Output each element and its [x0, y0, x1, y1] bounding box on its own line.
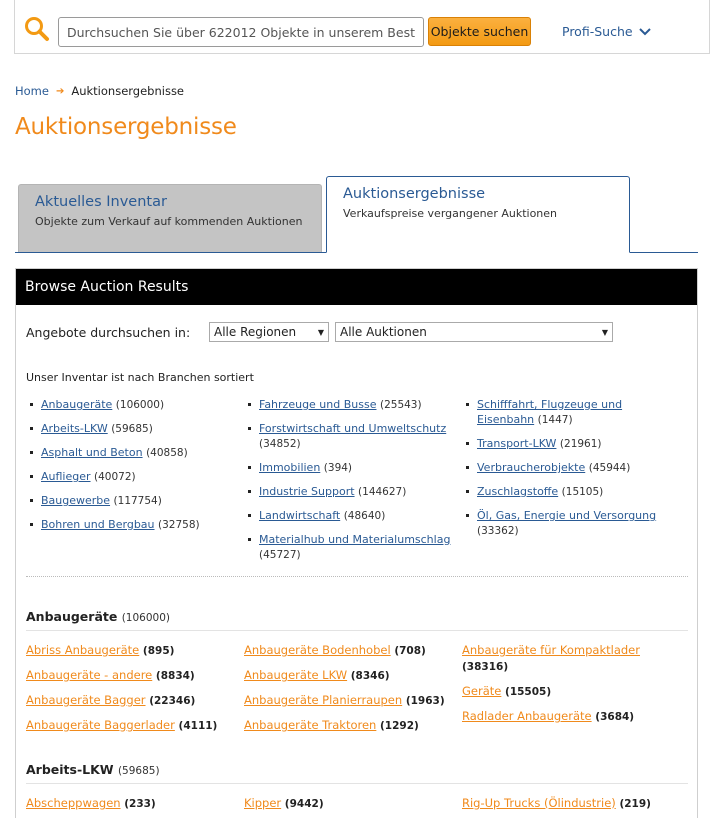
- breadcrumb-current: Auktionsergebnisse: [71, 84, 185, 98]
- category-count: (1292): [380, 720, 419, 732]
- branch-link[interactable]: Industrie Support: [259, 485, 355, 498]
- page-title: Auktionsergebnisse: [15, 114, 237, 140]
- auction-select-value: Alle Auktionen: [340, 325, 427, 339]
- category-col2: [244, 642, 459, 742]
- advanced-search-label: Profi-Suche: [562, 24, 633, 39]
- branch-link[interactable]: Landwirtschaft: [259, 509, 341, 522]
- category-count: (1963): [405, 695, 445, 707]
- branch-link[interactable]: Anbaugeräte: [41, 398, 113, 411]
- list-item: [462, 397, 682, 428]
- auction-select[interactable]: [335, 322, 613, 342]
- branch-link[interactable]: Transport-LKW: [477, 437, 557, 450]
- category-count: (708): [394, 645, 426, 657]
- category-count: (8834): [155, 670, 195, 682]
- list-item: [26, 642, 241, 659]
- search-input[interactable]: [58, 17, 424, 47]
- list-item: [244, 532, 459, 563]
- category-link[interactable]: Abriss Anbaugeräte: [26, 643, 140, 657]
- list-item: [462, 508, 682, 539]
- list-item: [462, 795, 687, 812]
- branch-count: (48640): [343, 510, 386, 522]
- branch-link[interactable]: Immobilien: [259, 461, 321, 474]
- branch-link[interactable]: Verbraucherobjekte: [477, 461, 586, 474]
- category-col2: [244, 795, 459, 818]
- branch-count: (32758): [158, 519, 200, 531]
- section-count: (106000): [121, 612, 170, 624]
- list-item: [462, 436, 682, 452]
- branch-link[interactable]: Baugewerbe: [41, 494, 111, 507]
- category-link[interactable]: Radlader Anbaugeräte: [462, 709, 592, 723]
- category-count: (8346): [350, 670, 390, 682]
- category-col1: [26, 642, 241, 742]
- branch-count: (40072): [94, 471, 136, 483]
- category-link[interactable]: Anbaugeräte Bodenhobel: [244, 643, 391, 657]
- list-item: [26, 692, 241, 709]
- category-link[interactable]: Geräte: [462, 684, 502, 698]
- section-title: [26, 609, 170, 624]
- branch-count: (45944): [588, 462, 631, 474]
- list-item: [26, 397, 236, 413]
- list-item: [244, 421, 459, 452]
- chevron-down-icon: [639, 28, 651, 36]
- list-item: [244, 717, 459, 734]
- tab-subtitle: Verkaufspreise vergangener Auktionen: [343, 207, 558, 220]
- branch-list-col2: [244, 397, 459, 571]
- category-count: (22346): [149, 695, 196, 707]
- section-title: [26, 762, 160, 777]
- tab-current-inventory[interactable]: [18, 184, 322, 252]
- category-count: (38316): [462, 661, 509, 673]
- advanced-search-toggle[interactable]: [562, 24, 651, 39]
- category-count: (219): [619, 798, 651, 810]
- list-item: [244, 642, 459, 659]
- branch-link[interactable]: Forstwirtschaft und Umweltschutz: [259, 422, 447, 435]
- breadcrumb-arrow-icon: ➔: [55, 85, 65, 97]
- breadcrumb-home-link[interactable]: Home: [15, 84, 49, 98]
- branch-link[interactable]: Schifffahrt, Flugzeuge und Eisenbahn: [477, 398, 623, 426]
- branch-count: (394): [323, 462, 353, 474]
- category-count: (3684): [595, 711, 635, 723]
- category-col3: [462, 795, 687, 818]
- category-count: (895): [142, 645, 175, 657]
- list-item: [462, 708, 677, 725]
- branch-list-col3: [462, 397, 682, 547]
- category-link[interactable]: Anbaugeräte für Kompaktlader: [462, 643, 640, 657]
- list-item: [462, 642, 677, 675]
- dropdown-arrow-icon: ▼: [317, 327, 324, 337]
- list-item: [26, 667, 241, 684]
- category-count: (233): [124, 798, 156, 810]
- list-item: [26, 493, 236, 509]
- category-link[interactable]: Anbaugeräte Planierraupen: [244, 693, 403, 707]
- category-col3: [462, 642, 677, 733]
- branch-count: (33362): [477, 525, 519, 537]
- tab-title: Auktionsergebnisse: [343, 186, 486, 202]
- branch-link[interactable]: Fahrzeuge und Busse: [259, 398, 377, 411]
- filter-row: [26, 322, 613, 342]
- branch-link[interactable]: Zuschlagstoffe: [477, 485, 559, 498]
- list-item: [26, 517, 236, 533]
- list-item: [26, 795, 241, 812]
- category-link[interactable]: Anbaugeräte - andere: [26, 668, 153, 682]
- list-item: [26, 445, 236, 461]
- branch-link[interactable]: Öl, Gas, Energie und Versorgung: [477, 509, 657, 522]
- branch-link[interactable]: Arbeits-LKW: [41, 422, 108, 435]
- section-count: (59685): [117, 765, 160, 777]
- dropdown-arrow-icon: ▼: [601, 327, 608, 337]
- list-item: [244, 795, 459, 812]
- section-title-text: Anbaugeräte: [26, 609, 118, 624]
- list-item: [26, 469, 236, 485]
- branch-link[interactable]: Asphalt und Beton: [41, 446, 143, 459]
- browse-panel: [15, 268, 698, 818]
- search-bar: [14, 0, 710, 54]
- category-link[interactable]: Rig-Up Trucks (Ölindustrie): [462, 796, 616, 810]
- region-select-value: Alle Regionen: [214, 325, 297, 339]
- section-title-text: Arbeits-LKW: [26, 762, 114, 777]
- branch-count: (144627): [358, 486, 407, 498]
- region-select[interactable]: [209, 322, 329, 342]
- list-item: [244, 397, 459, 413]
- category-link[interactable]: Abscheppwagen: [26, 796, 121, 810]
- category-col1: [26, 795, 241, 818]
- branch-list-col1: [26, 397, 236, 541]
- browse-header: Browse Auction Results: [16, 269, 697, 305]
- category-count: (9442): [284, 798, 324, 810]
- tab-title: Aktuelles Inventar: [35, 194, 167, 210]
- category-link[interactable]: Anbaugeräte Baggerlader: [26, 718, 175, 732]
- branch-count: (59685): [111, 423, 153, 435]
- list-item: [26, 717, 241, 734]
- category-link[interactable]: Anbaugeräte Bagger: [26, 693, 146, 707]
- tab-auction-results[interactable]: [326, 176, 630, 253]
- list-item: [462, 484, 682, 500]
- branch-count: (117754): [113, 495, 162, 507]
- search-icon: [24, 16, 50, 42]
- branch-link[interactable]: Bohren und Bergbau: [41, 518, 155, 531]
- category-count: (4111): [178, 720, 218, 732]
- branch-count: (25543): [379, 399, 422, 411]
- search-button[interactable]: Objekte suchen: [428, 17, 531, 46]
- list-item: [244, 460, 459, 476]
- list-item: [26, 421, 236, 437]
- branch-link[interactable]: Materialhub und Materialumschlag: [259, 533, 451, 546]
- branch-count: (34852): [259, 438, 301, 450]
- section-divider: [26, 783, 688, 784]
- branch-count: (106000): [115, 399, 165, 411]
- list-item: [244, 484, 459, 500]
- list-item: [244, 692, 459, 709]
- list-item: [462, 683, 677, 700]
- tab-subtitle: Objekte zum Verkauf auf kommenden Auktionen: [35, 215, 303, 228]
- category-link[interactable]: Anbaugeräte Traktoren: [244, 718, 377, 732]
- branch-count: (45727): [259, 549, 301, 561]
- sorted-note: Unser Inventar ist nach Branchen sortiert: [26, 371, 254, 384]
- branch-count: (21961): [559, 438, 602, 450]
- list-item: [462, 460, 682, 476]
- breadcrumb: [15, 84, 184, 98]
- branch-count: (1447): [537, 414, 573, 426]
- branch-count: (40858): [146, 447, 188, 459]
- section-divider: [26, 630, 688, 631]
- filter-label: Angebote durchsuchen in:: [26, 324, 191, 340]
- category-link[interactable]: Kipper: [244, 796, 282, 810]
- divider: [26, 576, 688, 577]
- branch-link[interactable]: Auflieger: [41, 470, 91, 483]
- category-count: (15505): [505, 686, 552, 698]
- list-item: [244, 667, 459, 684]
- category-link[interactable]: Anbaugeräte LKW: [244, 668, 348, 682]
- list-item: [244, 508, 459, 524]
- branch-count: (15105): [561, 486, 604, 498]
